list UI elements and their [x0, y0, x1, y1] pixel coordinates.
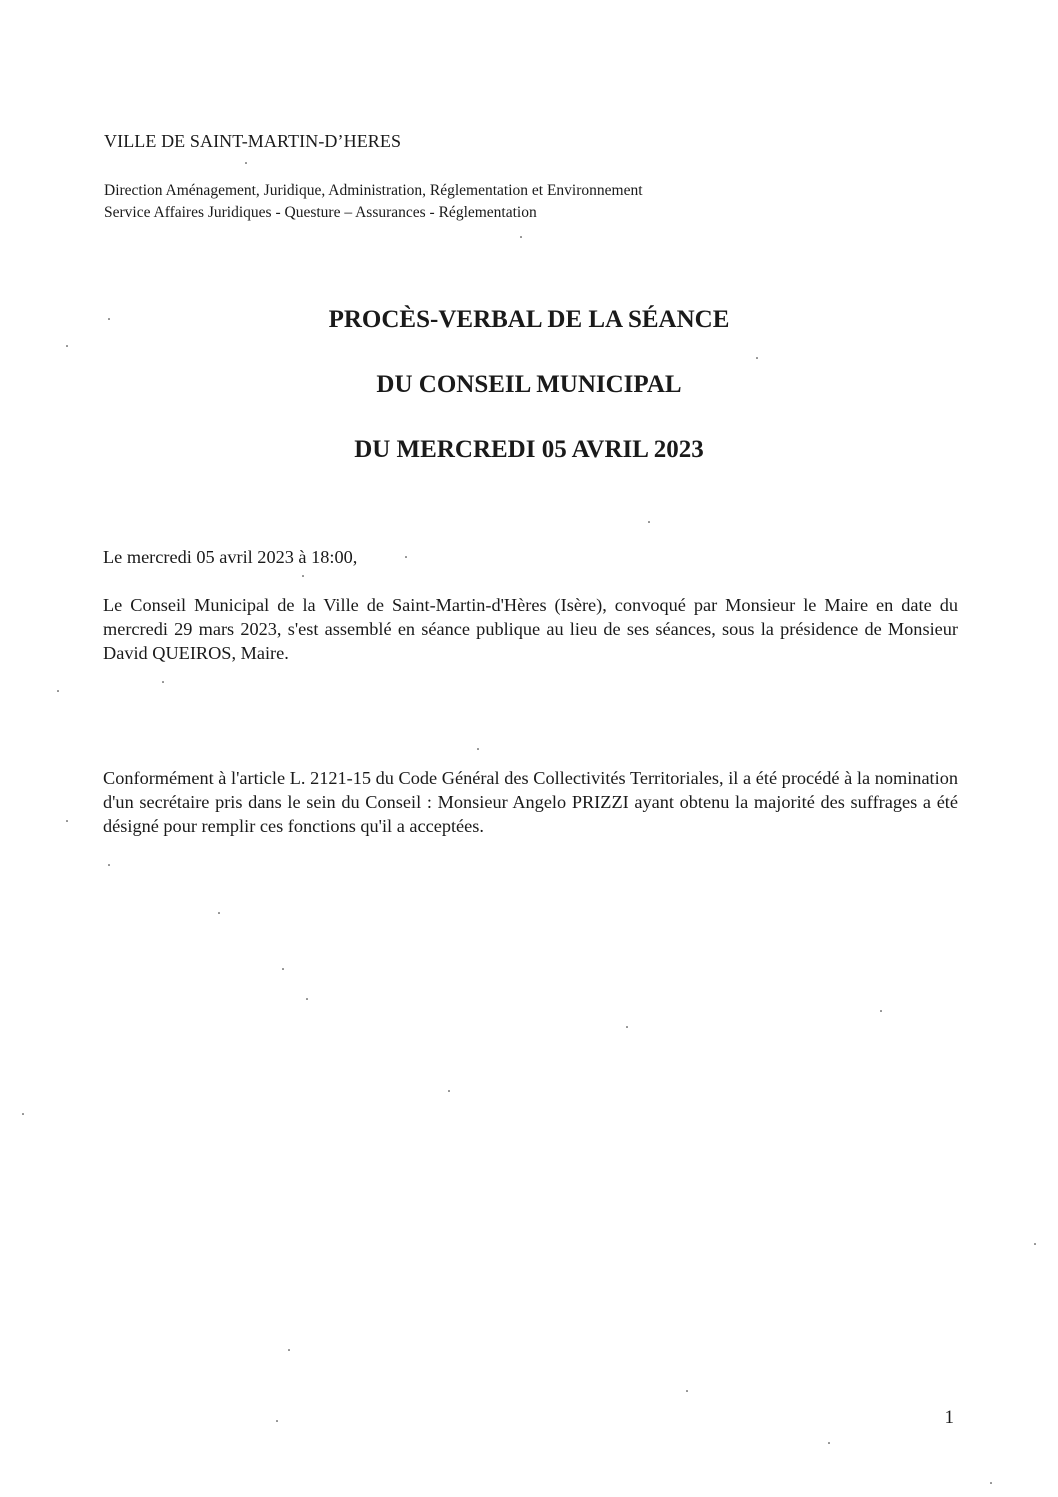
scan-speck	[405, 556, 407, 558]
scan-speck	[245, 162, 247, 164]
scan-speck	[828, 1442, 830, 1444]
title-line-3: DU MERCREDI 05 AVRIL 2023	[354, 436, 704, 463]
department-service: Service Affaires Juridiques - Questure – Assurances - Réglementation	[104, 204, 537, 221]
scan-speck	[66, 820, 68, 822]
scan-speck	[626, 1026, 628, 1028]
scan-speck	[756, 357, 758, 359]
scan-speck	[57, 690, 59, 692]
department-direction: Direction Aménagement, Juridique, Administration, Réglementation et Environnement	[104, 182, 643, 199]
scan-speck	[302, 575, 304, 577]
scan-speck	[990, 1482, 992, 1484]
title-line-2: DU CONSEIL MUNICIPAL	[376, 371, 682, 398]
scan-speck	[880, 1010, 882, 1012]
scan-speck	[276, 1420, 278, 1422]
department-block	[104, 180, 643, 224]
scan-speck	[477, 748, 479, 750]
scan-speck	[520, 236, 522, 238]
scan-speck	[66, 345, 68, 347]
scan-speck	[108, 864, 110, 866]
page-number: 1	[944, 1407, 954, 1428]
scan-speck	[162, 681, 164, 683]
scan-speck	[288, 1349, 290, 1351]
secretary-paragraph: Conformément à l'article L. 2121-15 du Code Général des Collectivités Territoriales, il a été procédé à la nomination d'un secrétaire pris dans le sein du Conseil : Monsieur Angelo PRIZZI ayant obtenu la majorité des suffrages a été désigné pour remplir ces fonctions qu'il a acceptées.	[103, 768, 958, 836]
session-date-line: Le mercredi 05 avril 2023 à 18:00,	[103, 547, 358, 567]
scan-speck	[648, 521, 650, 523]
scan-speck	[282, 968, 284, 970]
scan-speck	[108, 318, 110, 320]
city-name: VILLE DE SAINT-MARTIN-D’HERES	[104, 131, 402, 151]
scan-speck	[218, 912, 220, 914]
scan-speck	[306, 998, 308, 1000]
scan-speck	[1034, 1243, 1036, 1245]
scan-speck	[448, 1090, 450, 1092]
scan-speck	[22, 1113, 24, 1115]
scan-speck	[686, 1390, 688, 1392]
intro-paragraph: Le Conseil Municipal de la Ville de Saint-Martin-d'Hères (Isère), convoqué par Monsieur le Maire en date du mercredi 29 mars 2023, s'est assemblé en séance publique au lieu de ses séances, sous la présidence de Monsieur David QUEIROS, Maire.	[103, 595, 958, 663]
title-line-1: PROCÈS-VERBAL DE LA SÉANCE	[328, 306, 730, 333]
